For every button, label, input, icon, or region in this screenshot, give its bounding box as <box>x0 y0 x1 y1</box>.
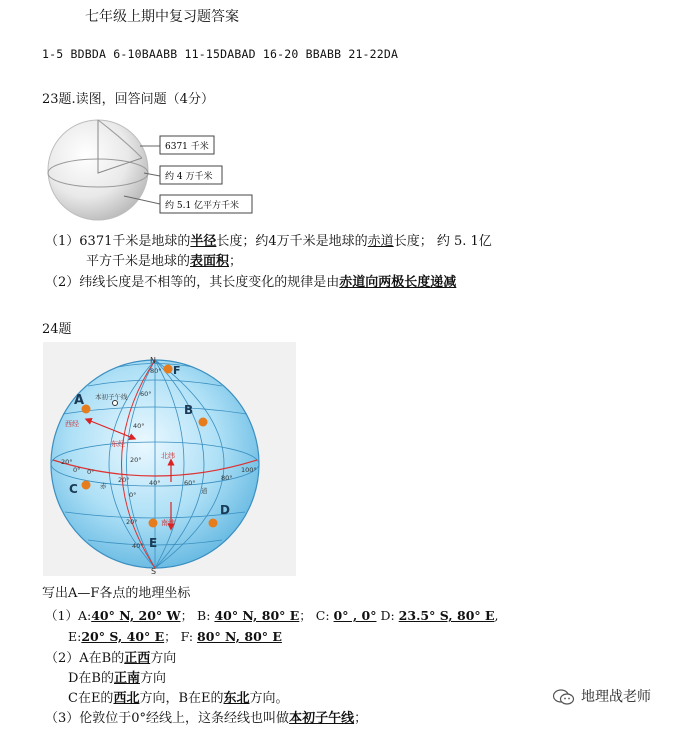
q23-answer-1-line2: 平方千米是地球的表面积； <box>86 254 243 269</box>
q24-answer-2-line1: （2）A在B的正西方向 <box>45 651 177 666</box>
watermark: 地理战老师 <box>553 686 651 706</box>
svg-text:100°: 100° <box>241 466 257 474</box>
svg-text:东经: 东经 <box>111 440 125 448</box>
svg-text:20°: 20° <box>61 458 73 466</box>
svg-text:南纬: 南纬 <box>161 519 175 527</box>
label-radius: 6371 千米 <box>165 142 209 152</box>
svg-text:E: E <box>149 536 158 550</box>
svg-text:D: D <box>220 503 230 517</box>
svg-text:0°: 0° <box>73 466 81 474</box>
svg-text:A: A <box>74 393 85 408</box>
earth-dimensions-figure <box>42 118 254 224</box>
q24-answer-3: （3）伦敦位于0°经线上，这条经线也叫做本初子午线； <box>45 711 368 726</box>
svg-text:B: B <box>184 403 194 417</box>
svg-text:40°: 40° <box>149 479 161 487</box>
svg-text:20°: 20° <box>118 476 130 484</box>
svg-text:北纬: 北纬 <box>161 452 175 460</box>
svg-text:N: N <box>150 356 156 365</box>
globe-grid-figure <box>43 342 296 576</box>
point-e <box>149 519 158 528</box>
label-circumference: 约 4 万千米 <box>165 172 213 182</box>
svg-text:本初子午线: 本初子午线 <box>95 393 128 401</box>
svg-text:0°: 0° <box>87 468 95 476</box>
point-c <box>82 481 91 490</box>
svg-text:40°: 40° <box>132 542 144 550</box>
q23-answer-2: （2）纬线长度是不相等的，其长度变化的规律是由赤道向两极长度递减 <box>45 275 457 290</box>
svg-text:赤: 赤 <box>100 482 107 490</box>
label-area: 约 5.1 亿平方千米 <box>165 201 240 211</box>
svg-text:20°: 20° <box>130 456 142 464</box>
svg-text:60°: 60° <box>184 479 196 487</box>
point-f <box>164 365 173 374</box>
q24-answer-2-line2: D在B的正南方向 <box>68 671 167 686</box>
q24-instruction: 写出A—F各点的地理坐标 <box>42 586 191 601</box>
q24-answer-1-line1: （1）A:40° N, 20° W； B: 40° N, 80° E； C: 0° , 0° D: 23.5° S, 80° E, <box>45 608 499 623</box>
svg-text:40°: 40° <box>133 422 145 430</box>
svg-text:C: C <box>69 482 78 496</box>
svg-text:S: S <box>151 567 157 576</box>
svg-text:60°: 60° <box>140 390 152 398</box>
point-d <box>209 519 218 528</box>
q24-answer-1-line2: E:20° S, 40° E； F: 80° N, 80° E <box>68 629 282 644</box>
svg-text:西经: 西经 <box>65 420 79 428</box>
q23-answer-1-line1: （1）6371千米是地球的半径长度；约4万千米是地球的赤道长度； 约 5. 1亿 <box>45 234 492 249</box>
q23-heading: 23题.读图，回答问题（4分） <box>42 92 214 107</box>
svg-text:F: F <box>173 364 181 377</box>
page-title: 七年级上期中复习题答案 <box>85 9 239 25</box>
wechat-icon <box>553 688 575 706</box>
svg-text:80°: 80° <box>221 474 233 482</box>
answer-key: 1-5 BDBDA 6-10BAABB 11-15DABAD 16-20 BBABB 21-22DA <box>42 47 399 61</box>
svg-text:道: 道 <box>201 487 208 495</box>
svg-text:20°: 20° <box>126 518 138 526</box>
svg-text:0°: 0° <box>129 491 137 499</box>
point-b <box>199 418 208 427</box>
svg-text:80°: 80° <box>150 367 162 375</box>
q24-answer-2-line3: C在E的西北方向，B在E的东北方向。 <box>68 691 289 706</box>
q24-heading: 24题 <box>42 322 72 337</box>
